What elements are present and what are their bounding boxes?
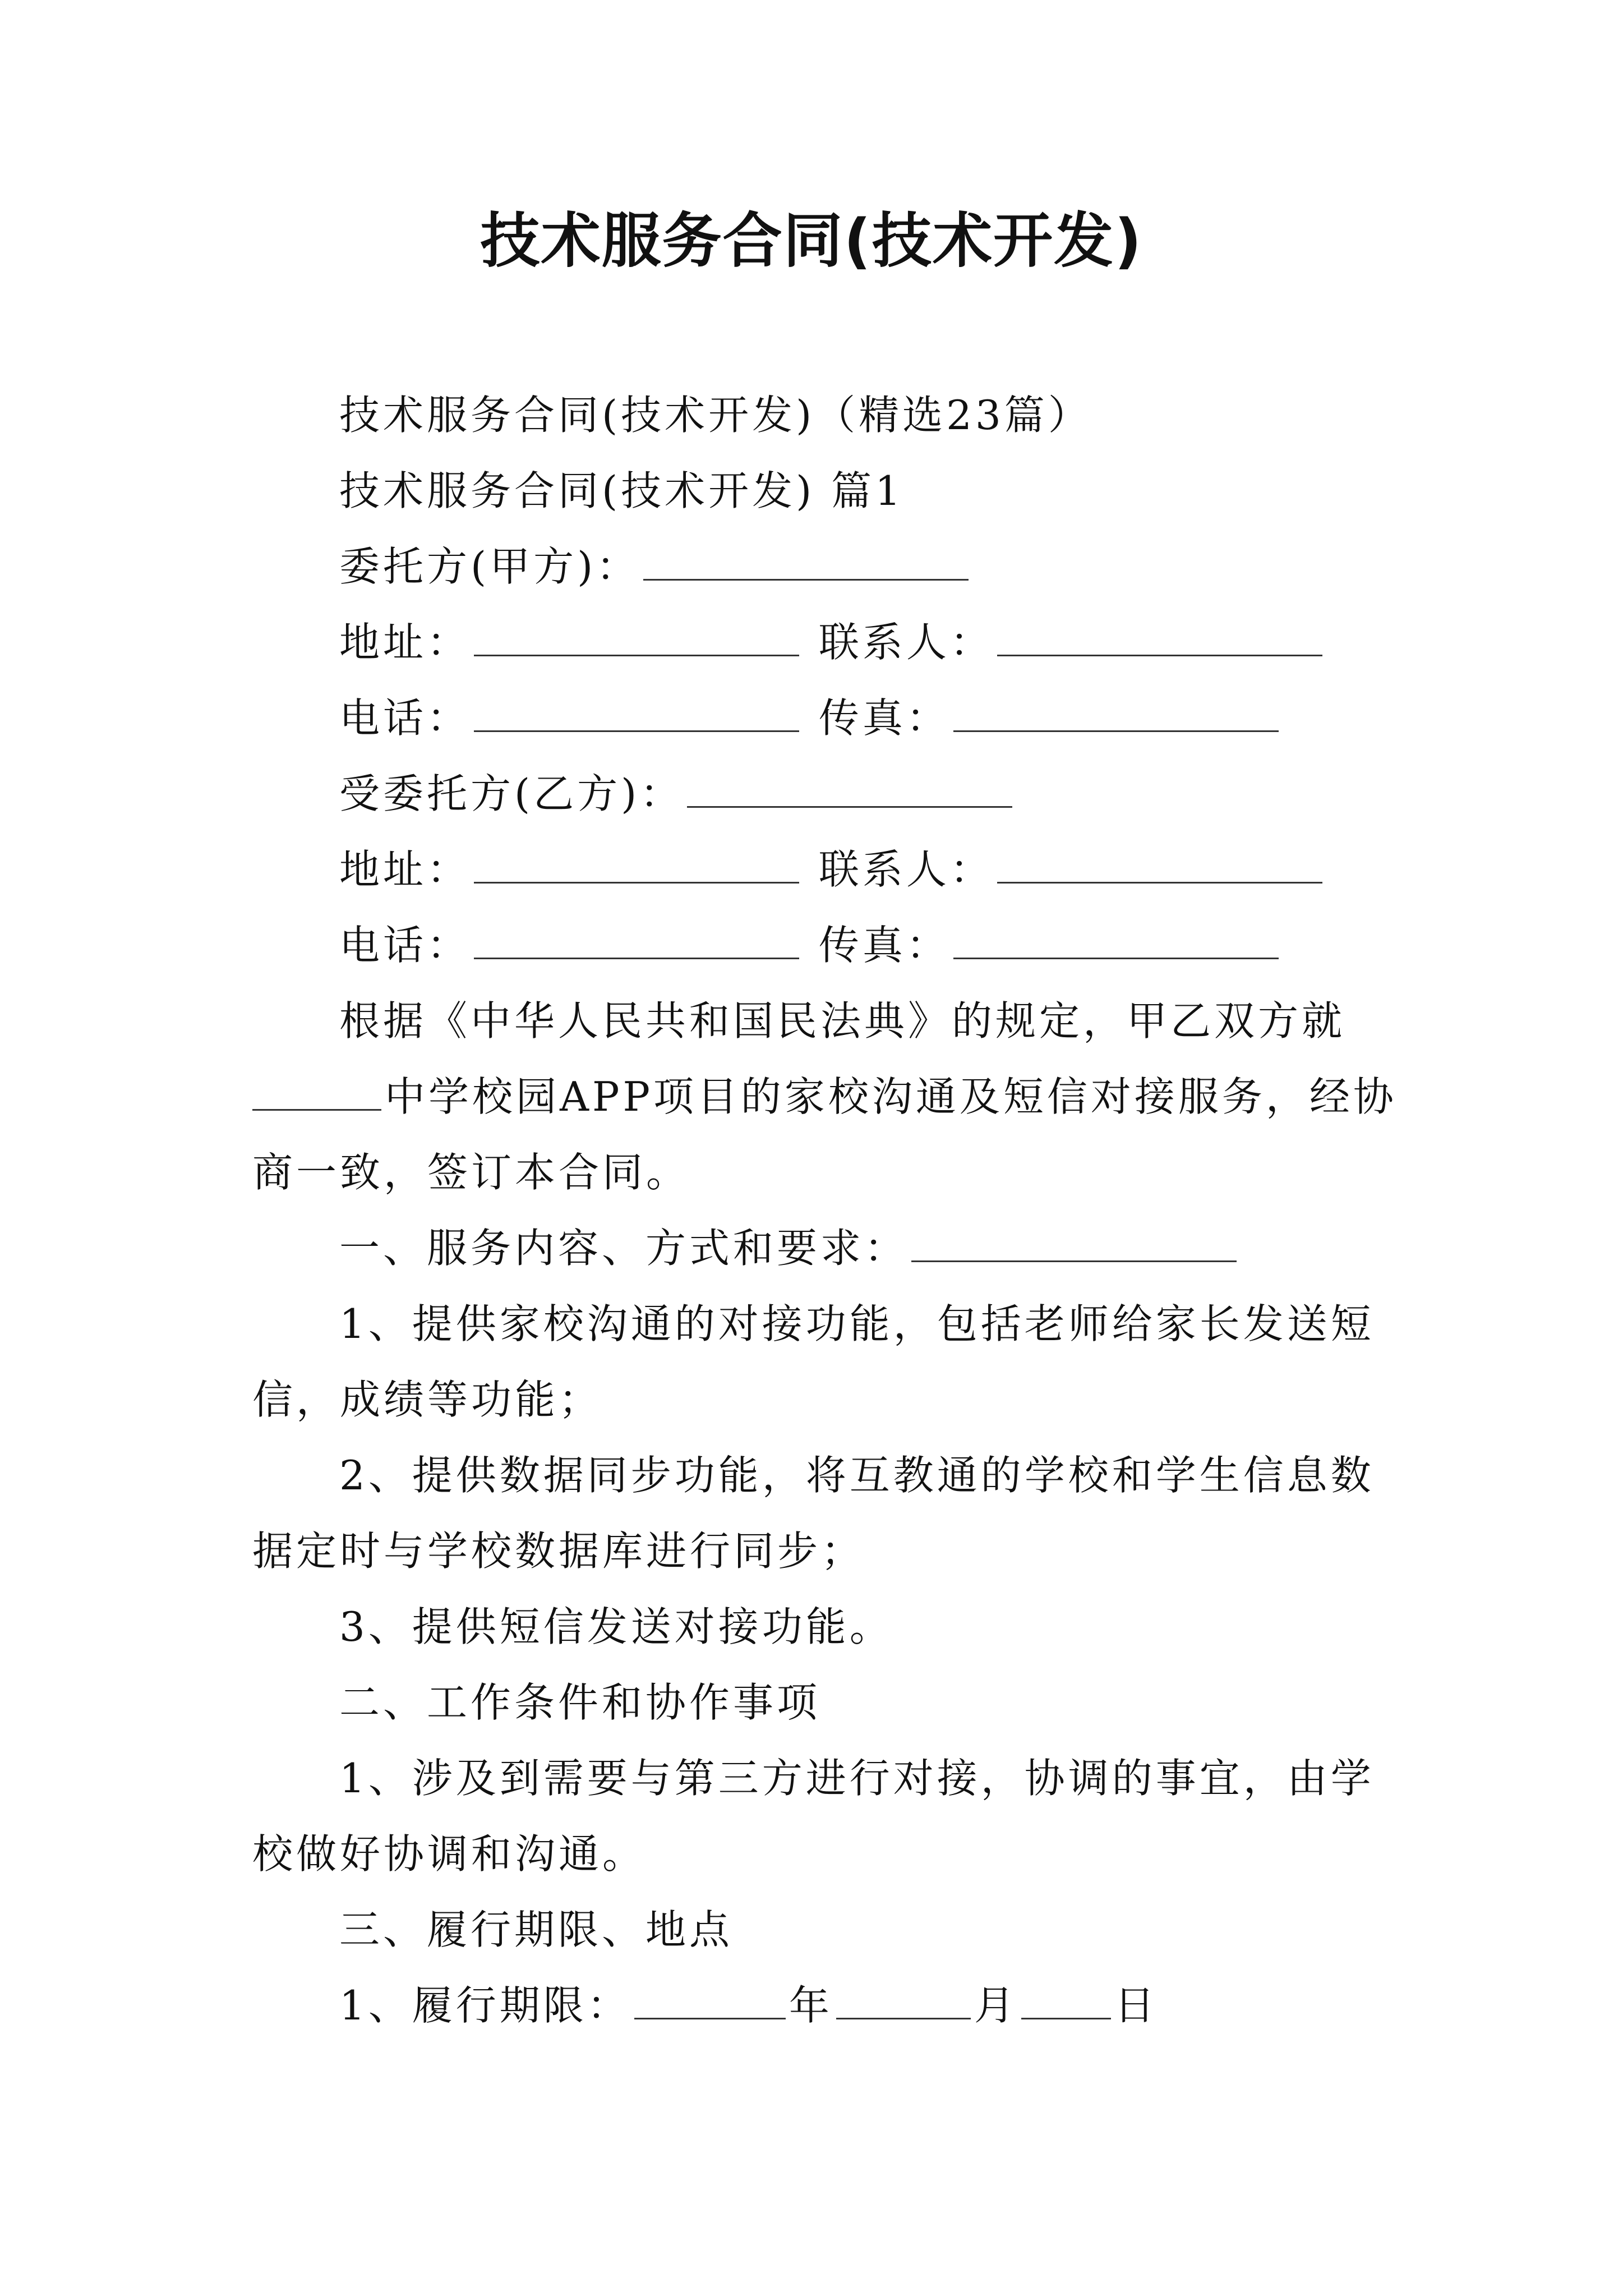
- section1-item3: 3、提供短信发送对接功能。: [339, 1603, 893, 1650]
- section2-item1-line2: 校做好协调和沟通。: [252, 1830, 647, 1878]
- intro-line-2-text: 中学校园APP项目的家校沟通及短信对接服务，经协: [385, 1073, 1397, 1120]
- section-heading: 技术服务合同(技术开发) 篇1: [339, 467, 904, 514]
- section2-item1-line1: 1、涉及到需要与第三方进行对接，协调的事宜，由学: [339, 1755, 1375, 1802]
- party-a-phone-label: 电话：: [339, 694, 471, 742]
- party-a-address-label: 地址：: [339, 619, 471, 666]
- party-b-contact-label: 联系人：: [818, 846, 994, 893]
- party-a-contact-label: 联系人：: [818, 619, 994, 666]
- section3-item1-row: [339, 1972, 1158, 2039]
- year-label: 年: [789, 1982, 833, 2029]
- intro-line-1: 根据《中华人民共和国民法典》的规定，甲乙双方就: [339, 997, 1346, 1045]
- section3-heading: 三、履行期限、地点: [339, 1906, 734, 1953]
- party-a-contact-blank: [997, 611, 1322, 656]
- party-a-phone-blank: [474, 687, 799, 732]
- section1-heading: 一、服务内容、方式和要求：: [339, 1225, 909, 1272]
- party-b-label: 受委托方(乙方)：: [339, 770, 684, 817]
- subtitle: 技术服务合同(技术开发)（精选23篇）: [339, 392, 1092, 439]
- party-b-address-blank: [474, 838, 799, 884]
- day-blank: [1021, 1974, 1111, 2019]
- party-a-label: 委托方(甲方)：: [339, 543, 640, 590]
- party-b-fax-label: 传真：: [818, 922, 950, 969]
- month-blank: [836, 1974, 971, 2019]
- party-b-fax-blank: [953, 914, 1279, 959]
- party-b-row: [339, 760, 1016, 827]
- party-a-fax-blank: [953, 687, 1279, 732]
- party-a-address-blank: [474, 611, 799, 656]
- section2-heading: 二、工作条件和协作事项: [339, 1679, 821, 1726]
- school-name-blank: [252, 1065, 381, 1111]
- section1-item2-line1: 2、提供数据同步功能，将互教通的学校和学生信息数: [339, 1452, 1375, 1499]
- party-b-phone-row: [339, 912, 1282, 979]
- party-a-phone-row: [339, 684, 1282, 752]
- party-b-phone-blank: [474, 914, 799, 959]
- section1-item2-line2: 据定时与学校数据库进行同步；: [252, 1527, 865, 1575]
- section1-item1-line1: 1、提供家校沟通的对接功能，包括老师给家长发送短: [339, 1300, 1375, 1347]
- year-blank: [634, 1974, 786, 2019]
- intro-line-3: 商一致，签订本合同。: [252, 1149, 690, 1196]
- section1-heading-row: [339, 1214, 1240, 1282]
- section1-item1-line2: 信，成绩等功能；: [252, 1376, 603, 1423]
- section3-item1-label: 1、履行期限：: [339, 1982, 631, 2029]
- party-b-blank: [687, 762, 1012, 808]
- month-label: 月: [974, 1982, 1018, 2029]
- party-a-fax-label: 传真：: [818, 694, 950, 742]
- day-label: 日: [1114, 1982, 1158, 2029]
- section1-blank: [911, 1217, 1237, 1262]
- party-a-row: [339, 533, 972, 600]
- party-b-address-label: 地址：: [339, 846, 471, 893]
- party-b-phone-label: 电话：: [339, 922, 471, 969]
- party-a-blank: [643, 535, 969, 581]
- intro-line-2: [252, 1063, 1397, 1130]
- party-a-address-row: [339, 609, 1326, 676]
- party-b-contact-blank: [997, 838, 1322, 884]
- document-title: 技术服务合同(技术开发): [480, 206, 1143, 275]
- party-b-address-row: [339, 836, 1326, 903]
